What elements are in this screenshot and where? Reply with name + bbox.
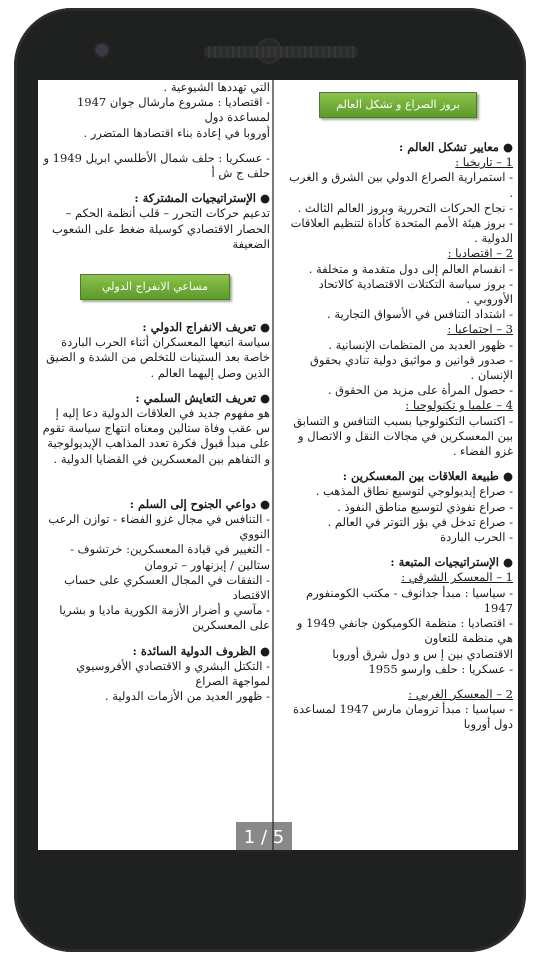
text-line: تدعيم حركات التحرر – قلب أنظمة الحكم – الحصار الاقتصادي كوسيلة ضغط على الشعوب الضعيفة: [51, 206, 270, 251]
text-line: - عسكريا : حلف وارسو 1955: [368, 661, 513, 676]
text-line: - حصول المرأة على مزيد من الحقوق .: [327, 383, 513, 398]
column-divider: [272, 80, 274, 850]
text-line: الاقتصادي بين إ س و دول شرق أوروبا: [332, 646, 513, 661]
text-line: - ظهور العديد من المنظمات الإنسانية .: [328, 337, 513, 352]
text-line: - اشتداد التنافس في الأسواق التجارية .: [327, 307, 513, 322]
text-line: - استمرارية الصراع الدولي بين الشرق و الغرب .: [289, 170, 513, 200]
text-line: - مآسي و أضرار الأزمة الكورية ماديا و بشريا على المعسكرين: [59, 603, 270, 633]
text-line: - صراع نفوذي لتوسيع مناطق النفوذ .: [337, 499, 513, 514]
text-line: - اكتساب التكنولوجيا بسبب التنافس و التسابق بين المعسكرين في مجالات النقل و الاتصال و غزو الفضاء .: [293, 413, 513, 459]
text-line: - بروز هيئة الأمم المتحدة كأداة لتنظيم العلاقات الدولية .: [290, 216, 513, 246]
text-line: - التنافس في مجال غزو الفضاء - توازن الرعب النووي: [48, 512, 270, 542]
heading-coexistence-definition: ● تعريف التعايش السلمي :: [135, 390, 270, 405]
heading-criteria: ● معايير تشكل العالم :: [399, 140, 513, 154]
subheading-economy: 2 – اقتصاديا :: [447, 246, 513, 261]
subheading-history: 1 – تاريخيا :: [455, 155, 513, 170]
text-line: - التكتل البشري و الاقتصادي الأفروسيوي لمواجهة الصراع: [76, 658, 270, 689]
heading-strategies: ● الإستراتيجيات المتبعة :: [390, 555, 513, 570]
text-line: - الحرب الباردة: [440, 530, 513, 545]
left-column: [40, 80, 270, 705]
text-line: هو مفهوم جديد في العلاقات الدولية دعا إليه إ س عقب وفاة ستالين ومعناه انتهاج سياسة تقوم على مبدأ قبول فكرة تعدد المذاهب الإيديولوجية و التفاهم بين المعسكرين في القضايا الدولية .: [42, 406, 270, 466]
text-line: - ظهور العديد من الأزمات الدولية .: [104, 689, 270, 704]
heading-peace-reasons: ● دواعي الجنوح إلى السلم :: [129, 496, 270, 511]
section-banner-detente: مساعي الانفراج الدولي: [80, 274, 230, 300]
text-line: - سياسيا : مبدأ جدانوف - مكتب الكومنفورم 1947: [305, 585, 513, 615]
text-line: - صراع تدخل في بؤر التوتر في العالم .: [327, 514, 513, 529]
text-line: - انقسام العالم إلى دول متقدمة و متخلفة .: [308, 261, 513, 276]
heading-shared-strategies: ● الإستراتيجيات المشتركة :: [134, 191, 270, 206]
text-line: - بروز سياسة التكتلات الاقتصادية كالاتحاد الأوروبي .: [318, 276, 513, 307]
text-line: - التغيير في قيادة المعسكرين: خرتشوف - ستالين / إيزنهاور – ترومان: [70, 542, 270, 572]
subheading-science: 4 – علميا و تكنولوجيا :: [405, 398, 513, 413]
subheading-eastern-bloc: 1 – المعسكر الشرقي :: [401, 570, 513, 585]
text-line: - اقتصاديا : مشروع مارشال جوان 1947 لمساعدة دول: [76, 95, 270, 125]
text-line: - صراع إيديولوجي لتوسيع نطاق المذهب .: [315, 484, 513, 499]
section-banner-cold-war: بروز الصراع و تشكل العالم: [319, 92, 477, 118]
subheading-western-bloc: 2 – المعسكر الغربي :: [408, 686, 513, 701]
page-indicator: 1 / 5: [236, 822, 292, 852]
subheading-social: 3 – اجتماعيا :: [447, 322, 513, 337]
text-line: - اقتصاديا : منظمة الكوميكون جانفي 1949 و هي منظمة للتعاون: [296, 616, 513, 646]
heading-detente-definition: ● تعريف الانفراج الدولي :: [142, 320, 270, 335]
text-line: - عسكريا : حلف شمال الأطلسي ابريل 1949 و حلف ج ش أ: [43, 150, 270, 181]
text-line: - سياسيا : مبدأ ترومان مارس 1947 لمساعدة دول أوروبا: [292, 702, 513, 732]
heading-international-conditions: ● الظروف الدولية السائدة :: [132, 643, 270, 658]
text-line: - صدور قوانين و مواثيق دولية تنادي بحقوق الإنسان .: [310, 352, 513, 383]
front-camera-icon: [96, 44, 108, 56]
right-column: [285, 80, 513, 733]
earpiece-speaker: [204, 46, 358, 58]
text-line: سياسة اتبعها المعسكران أثناء الحرب الباردة خاصة بعد الستينات للتخلص من الشدة و الضيق الذين وصل إليهما العالم .: [46, 335, 270, 380]
text-line: - النفقات في المجال العسكري على حساب الاقتصاد: [64, 572, 270, 603]
text-line: - نجاح الحركات التحررية وبروز العالم الثالث .: [297, 200, 513, 215]
text-line: أوروبا في إعادة بناء اقتصادها المتضرر .: [83, 125, 270, 140]
text-line: التي تهددها الشيوعية .: [163, 80, 270, 94]
heading-relations: ● طبيعة العلاقات بين المعسكرين :: [342, 469, 513, 484]
